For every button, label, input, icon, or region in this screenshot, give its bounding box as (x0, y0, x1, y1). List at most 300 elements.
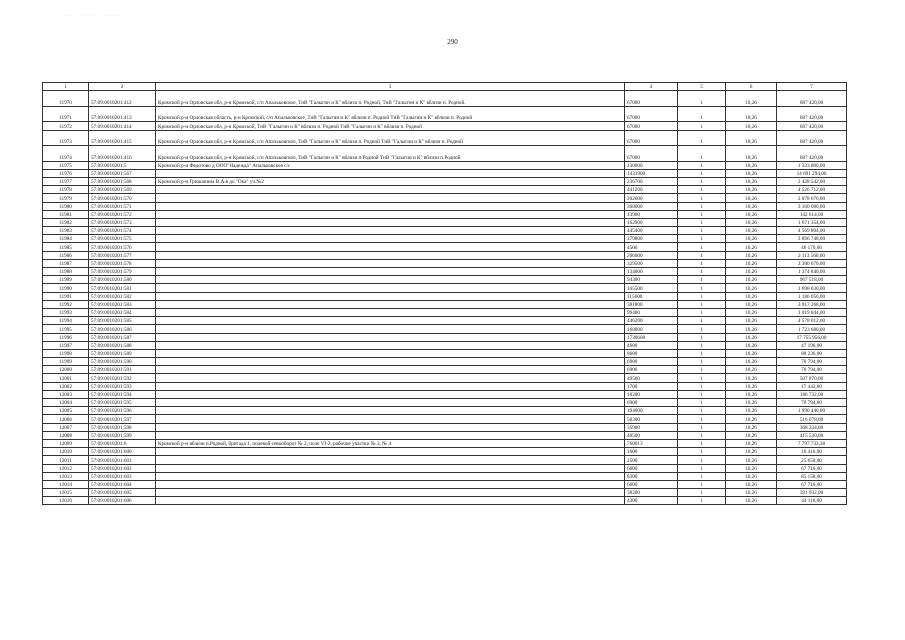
rate-cell: 10,26 (726, 448, 777, 456)
table-row (43, 177, 847, 185)
table-row (43, 106, 847, 122)
rate-cell: 10,26 (726, 284, 777, 292)
table-row (43, 186, 847, 194)
row-number-cell: 11980 (43, 202, 89, 210)
cadastral-value-cell: 1 374 840,00 (777, 268, 847, 276)
cadastral-number-cell: 57:09:0010201:580 (89, 276, 156, 284)
rate-cell: 10,26 (726, 480, 777, 488)
cadastral-number-cell: 57:09:0010201:571 (89, 202, 156, 210)
coefficient-cell: 1 (678, 235, 726, 243)
row-number-cell: 12005 (43, 407, 89, 415)
row-number-cell: 11999 (43, 358, 89, 366)
row-number-cell: 11997 (43, 341, 89, 349)
cadastral-value-cell: 1 990 440,00 (777, 407, 847, 415)
table-row (43, 292, 847, 300)
table-row (43, 374, 847, 382)
column-header: 2 (89, 83, 156, 91)
location-description-cell: Кромской р-н Федотово д ООО"Надежда" Апальковское с/с (156, 161, 625, 169)
row-number-cell: 11985 (43, 243, 89, 251)
rate-cell: 10,26 (726, 390, 777, 398)
cadastral-value-cell: 687 420,00 (777, 91, 847, 107)
area-cell: 6900 (625, 399, 678, 407)
rate-cell: 10,26 (726, 423, 777, 431)
cadastral-value-cell: 687 420,00 (777, 122, 847, 130)
row-number-cell: 11992 (43, 300, 89, 308)
table-row (43, 235, 847, 243)
table-row (43, 146, 847, 162)
location-description-cell (156, 292, 625, 300)
table-row (43, 390, 847, 398)
cadastral-number-cell: 57:09:0010201:576 (89, 243, 156, 251)
area-cell: 446200 (625, 317, 678, 325)
rate-cell: 10,26 (726, 472, 777, 480)
location-description-cell (156, 382, 625, 390)
location-description-cell: Кромской р-н Орловская обл, р-н Кромской, с/п Апальковское, ТнВ "Галыгин и К" вблизи п. Родной ТнВ "Галыгин и К" вблизи п. Родной (156, 130, 625, 146)
location-description-cell (156, 341, 625, 349)
cadastral-value-cell: 3 896 748,00 (777, 235, 847, 243)
table-row (43, 130, 847, 146)
area-cell: 50300 (625, 415, 678, 423)
cadastral-value-cell: 2 113 560,00 (777, 251, 847, 259)
coefficient-cell: 1 (678, 480, 726, 488)
row-number-cell: 11983 (43, 227, 89, 235)
cadastral-value-cell: 687 420,00 (777, 130, 847, 146)
rate-cell: 10,26 (726, 194, 777, 202)
column-header: 6 (726, 83, 777, 91)
coefficient-cell: 1 (678, 300, 726, 308)
row-number-cell: 11996 (43, 333, 89, 341)
rate-cell: 10,26 (726, 489, 777, 497)
area-cell: 6900 (625, 366, 678, 374)
table-header-row (43, 83, 847, 91)
rate-cell: 10,26 (726, 202, 777, 210)
area-cell: 67000 (625, 146, 678, 162)
coefficient-cell: 1 (678, 374, 726, 382)
coefficient-cell: 1 (678, 292, 726, 300)
cadastral-value-cell: 7 797 733,38 (777, 439, 847, 447)
location-description-cell (156, 407, 625, 415)
table-row (43, 333, 847, 341)
row-number-cell: 11990 (43, 284, 89, 292)
cadastral-value-cell: 186 732,00 (777, 390, 847, 398)
cadastral-value-cell: 70 794,00 (777, 366, 847, 374)
rate-cell: 10,26 (726, 122, 777, 130)
area-cell: 115600 (625, 292, 678, 300)
rate-cell: 10,26 (726, 308, 777, 316)
row-number-cell: 11995 (43, 325, 89, 333)
table-row (43, 456, 847, 464)
row-number-cell: 12015 (43, 489, 89, 497)
coefficient-cell: 1 (678, 448, 726, 456)
area-cell: 40500 (625, 431, 678, 439)
table-row (43, 161, 847, 169)
area-cell: 308000 (625, 202, 678, 210)
cadastral-value-cell: 368 334,00 (777, 423, 847, 431)
rate-cell: 10,26 (726, 276, 777, 284)
rate-cell: 10,26 (726, 292, 777, 300)
column-header: 5 (678, 83, 726, 91)
cadastral-value-cell: 17 442,00 (777, 382, 847, 390)
location-description-cell (156, 448, 625, 456)
cadastral-value-cell: 4 526 712,00 (777, 186, 847, 194)
table-row (43, 317, 847, 325)
coefficient-cell: 1 (678, 497, 726, 505)
rate-cell: 10,26 (726, 218, 777, 226)
location-description-cell (156, 218, 625, 226)
area-cell: 67000 (625, 130, 678, 146)
area-cell: 38200 (625, 489, 678, 497)
cadastral-number-cell: 57:09:0010201:567 (89, 169, 156, 177)
coefficient-cell: 1 (678, 358, 726, 366)
cadastral-number-cell: 57:09:0010201:583 (89, 300, 156, 308)
area-cell: 67000 (625, 106, 678, 122)
coefficient-cell: 1 (678, 390, 726, 398)
cadastral-number-cell: 57:09:0010201:570 (89, 194, 156, 202)
cadastral-number-cell: 57:09:0010201:415 (89, 130, 156, 146)
area-cell: 379800 (625, 235, 678, 243)
area-cell: 8300 (625, 472, 678, 480)
cadastral-number-cell: 57:09:0010201:577 (89, 251, 156, 259)
location-description-cell (156, 243, 625, 251)
cadastral-number-cell: 57:09:0010201:575 (89, 235, 156, 243)
rate-cell: 10,26 (726, 358, 777, 366)
coefficient-cell: 1 (678, 91, 726, 107)
page-number: 290 (447, 38, 458, 46)
location-description-cell (156, 308, 625, 316)
coefficient-cell: 1 (678, 308, 726, 316)
cadastral-value-cell: 46 170,00 (777, 243, 847, 251)
cadastral-number-cell: 57:09:0010201:585 (89, 317, 156, 325)
location-description-cell (156, 259, 625, 267)
area-cell: 94300 (625, 276, 678, 284)
table-row (43, 243, 847, 251)
area-cell: 6600 (625, 480, 678, 488)
row-number-cell: 11998 (43, 349, 89, 357)
area-cell: 1730600 (625, 333, 678, 341)
coefficient-cell: 1 (678, 276, 726, 284)
area-cell: 13900 (625, 210, 678, 218)
coefficient-cell: 1 (678, 407, 726, 415)
rate-cell: 10,26 (726, 130, 777, 146)
table-row (43, 194, 847, 202)
cadastral-value-cell: 85 158,00 (777, 472, 847, 480)
table-row (43, 325, 847, 333)
cadastral-value-cell: 25 650,00 (777, 456, 847, 464)
cadastral-number-cell: 57:09:0010201:605 (89, 489, 156, 497)
rate-cell: 10,26 (726, 186, 777, 194)
table-row (43, 407, 847, 415)
area-cell: 99400 (625, 308, 678, 316)
row-number-cell: 11972 (43, 122, 89, 130)
row-number-cell: 12009 (43, 439, 89, 447)
location-description-cell (156, 251, 625, 259)
cadastral-number-cell: 57:09:0010201:573 (89, 218, 156, 226)
cadastral-value-cell: 47 196,00 (777, 341, 847, 349)
location-description-cell (156, 317, 625, 325)
rate-cell: 10,26 (726, 227, 777, 235)
row-number-cell: 12006 (43, 415, 89, 423)
table-row (43, 308, 847, 316)
cadastral-value-cell: 2 078 676,00 (777, 194, 847, 202)
location-description-cell (156, 268, 625, 276)
location-description-cell (156, 325, 625, 333)
area-cell: 760013 (625, 439, 678, 447)
location-description-cell (156, 169, 625, 177)
area-cell: 206000 (625, 251, 678, 259)
area-cell: 6900 (625, 358, 678, 366)
cadastral-value-cell: 88 236,00 (777, 349, 847, 357)
location-description-cell (156, 358, 625, 366)
row-number-cell: 11974 (43, 146, 89, 162)
table-row (43, 300, 847, 308)
cadastral-number-cell: 57:09:0010201:6 (89, 439, 156, 447)
area-cell: 1700 (625, 382, 678, 390)
coefficient-cell: 1 (678, 284, 726, 292)
cadastral-value-cell: 67 716,00 (777, 464, 847, 472)
cadastral-number-cell: 57:09:0010201:582 (89, 292, 156, 300)
area-cell: 445400 (625, 227, 678, 235)
area-cell: 1431900 (625, 169, 678, 177)
table-row (43, 431, 847, 439)
rate-cell: 10,26 (726, 146, 777, 162)
area-cell: 35900 (625, 423, 678, 431)
location-description-cell: Кромской р-н Орловская обл, р-н Кромской, с/п Апальковское, ТнВ "Галыгин и К" вблизи п. Родной, ТнВ "Галыгин и К" вблизи п. Родной. (156, 91, 625, 107)
table-row (43, 399, 847, 407)
cadastral-value-cell: 1 698 030,00 (777, 284, 847, 292)
area-cell: 441200 (625, 186, 678, 194)
table-row (43, 415, 847, 423)
location-description-cell (156, 497, 625, 505)
coefficient-cell: 1 (678, 464, 726, 472)
row-number-cell: 11979 (43, 194, 89, 202)
cadastral-number-cell: 57:09:0010201:413 (89, 106, 156, 122)
rate-cell: 10,26 (726, 235, 777, 243)
table-row (43, 341, 847, 349)
table-row (43, 251, 847, 259)
location-description-cell: Кромской р-н Орловская обл, р-н Кромской, с/п Апальковское, ТнВ "Галыгин и К" вблизи п.Родной ТнВ "Галыгин и К" вблизи п.Родной (156, 146, 625, 162)
location-description-cell (156, 399, 625, 407)
rate-cell: 10,26 (726, 464, 777, 472)
cadastral-number-cell: 57:09:0010201:584 (89, 308, 156, 316)
area-cell: 168000 (625, 325, 678, 333)
rate-cell: 10,26 (726, 439, 777, 447)
area-cell: 134000 (625, 268, 678, 276)
cadastral-value-cell: 391 932,00 (777, 489, 847, 497)
location-description-cell (156, 194, 625, 202)
table-row (43, 480, 847, 488)
rate-cell: 10,26 (726, 106, 777, 122)
scan-artifact-top: · · · · · · · · · · · · · (60, 14, 122, 19)
cadastral-number-cell: 57:09:0010201:591 (89, 366, 156, 374)
row-number-cell: 11989 (43, 276, 89, 284)
area-cell: 1600 (625, 448, 678, 456)
row-number-cell: 11984 (43, 235, 89, 243)
area-cell: 194000 (625, 407, 678, 415)
table-row (43, 497, 847, 505)
coefficient-cell: 1 (678, 268, 726, 276)
cadastral-value-cell: 17 755 956,00 (777, 333, 847, 341)
column-header: 7 (777, 83, 847, 91)
cadastral-value-cell: 1 723 680,00 (777, 325, 847, 333)
area-cell: 67000 (625, 122, 678, 130)
cadastral-number-cell: 57:09:0010201:572 (89, 210, 156, 218)
cadastral-number-cell: 57:09:0010201:588 (89, 341, 156, 349)
location-description-cell: Кромской р-н вблизи п.Родной, бригада 1, полевой севооборот № 2, поле VI-2, рабочие участки № 3, № 4 (156, 439, 625, 447)
location-description-cell (156, 431, 625, 439)
rate-cell: 10,26 (726, 268, 777, 276)
row-number-cell: 12002 (43, 382, 89, 390)
cadastral-number-cell: 57:09:0010201:574 (89, 227, 156, 235)
row-number-cell: 12013 (43, 472, 89, 480)
table-row (43, 472, 847, 480)
cadastral-number-cell: 57:09:0010201:568 (89, 177, 156, 185)
rate-cell: 10,26 (726, 317, 777, 325)
table-row (43, 366, 847, 374)
coefficient-cell: 1 (678, 349, 726, 357)
coefficient-cell: 1 (678, 325, 726, 333)
cadastral-number-cell: 57:09:0010201:592 (89, 374, 156, 382)
cadastral-number-cell: 57:09:0010201:602 (89, 464, 156, 472)
location-description-cell (156, 489, 625, 497)
area-cell: 18200 (625, 390, 678, 398)
location-description-cell (156, 276, 625, 284)
table-row (43, 210, 847, 218)
row-number-cell: 12011 (43, 456, 89, 464)
table-row (43, 439, 847, 447)
row-number-cell: 11991 (43, 292, 89, 300)
area-cell: 130000 (625, 161, 678, 169)
cadastral-number-cell: 57:09:0010201:590 (89, 358, 156, 366)
coefficient-cell: 1 (678, 161, 726, 169)
location-description-cell (156, 366, 625, 374)
row-number-cell: 11970 (43, 91, 89, 107)
cadastral-number-cell: 57:09:0010201:579 (89, 268, 156, 276)
rate-cell: 10,26 (726, 251, 777, 259)
cadastral-value-cell: 44 118,00 (777, 497, 847, 505)
cadastral-number-cell: 57:09:0010201:578 (89, 259, 156, 267)
cadastral-value-cell: 2 428 542,00 (777, 177, 847, 185)
location-description-cell (156, 472, 625, 480)
row-number-cell: 11973 (43, 130, 89, 146)
table-row (43, 276, 847, 284)
coefficient-cell: 1 (678, 366, 726, 374)
rate-cell: 10,26 (726, 325, 777, 333)
area-cell: 4300 (625, 497, 678, 505)
coefficient-cell: 1 (678, 122, 726, 130)
row-number-cell: 12000 (43, 366, 89, 374)
table-row (43, 382, 847, 390)
cadastral-value-cell: 142 614,00 (777, 210, 847, 218)
row-number-cell: 12014 (43, 480, 89, 488)
table-row (43, 218, 847, 226)
row-number-cell: 11971 (43, 106, 89, 122)
location-description-cell: Кромской р-н Гришанина В.А.в до "Ока" уч.№2 (156, 177, 625, 185)
table-row (43, 227, 847, 235)
rate-cell: 10,26 (726, 456, 777, 464)
cadastral-value-cell: 516 078,00 (777, 415, 847, 423)
cadastral-number-cell: 57:09:0010201:414 (89, 122, 156, 130)
area-cell: 49500 (625, 374, 678, 382)
cadastral-number-cell: 57:09:0010201:586 (89, 325, 156, 333)
area-cell: 202600 (625, 194, 678, 202)
row-number-cell: 12012 (43, 464, 89, 472)
cadastral-value-cell: 70 794,00 (777, 399, 847, 407)
row-number-cell: 11988 (43, 268, 89, 276)
row-number-cell: 12003 (43, 390, 89, 398)
coefficient-cell: 1 (678, 130, 726, 146)
cadastral-value-cell: 507 870,00 (777, 374, 847, 382)
location-description-cell (156, 415, 625, 423)
row-number-cell: 11976 (43, 169, 89, 177)
cadastral-number-cell: 57:09:0010201:594 (89, 390, 156, 398)
cadastral-number-cell: 57:09:0010201:587 (89, 333, 156, 341)
land-plots-table (42, 82, 847, 505)
area-cell: 381800 (625, 300, 678, 308)
location-description-cell (156, 235, 625, 243)
location-description-cell (156, 333, 625, 341)
location-description-cell (156, 349, 625, 357)
cadastral-value-cell: 967 518,00 (777, 276, 847, 284)
cadastral-number-cell: 57:09:0010201:596 (89, 407, 156, 415)
cadastral-value-cell: 4 569 804,00 (777, 227, 847, 235)
column-header: 3 (156, 83, 625, 91)
rate-cell: 10,26 (726, 243, 777, 251)
table-row (43, 358, 847, 366)
row-number-cell: 11993 (43, 308, 89, 316)
coefficient-cell: 1 (678, 341, 726, 349)
area-cell: 4600 (625, 341, 678, 349)
coefficient-cell: 1 (678, 399, 726, 407)
cadastral-value-cell: 1 019 844,00 (777, 308, 847, 316)
table-row (43, 268, 847, 276)
cadastral-value-cell: 4 578 012,00 (777, 317, 847, 325)
table-row (43, 349, 847, 357)
location-description-cell (156, 284, 625, 292)
location-description-cell (156, 423, 625, 431)
coefficient-cell: 1 (678, 227, 726, 235)
rate-cell: 10,26 (726, 374, 777, 382)
location-description-cell (156, 210, 625, 218)
cadastral-number-cell: 57:09:0010201:5 (89, 161, 156, 169)
rate-cell: 10,26 (726, 341, 777, 349)
location-description-cell (156, 300, 625, 308)
cadastral-value-cell: 1 671 354,00 (777, 218, 847, 226)
coefficient-cell: 1 (678, 243, 726, 251)
rate-cell: 10,26 (726, 300, 777, 308)
rate-cell: 10,26 (726, 91, 777, 107)
cadastral-value-cell: 14 691 294,00 (777, 169, 847, 177)
rate-cell: 10,26 (726, 177, 777, 185)
row-number-cell: 11994 (43, 317, 89, 325)
coefficient-cell: 1 (678, 317, 726, 325)
column-header: 1 (43, 83, 89, 91)
coefficient-cell: 1 (678, 439, 726, 447)
cadastral-number-cell: 57:09:0010201:595 (89, 399, 156, 407)
cadastral-number-cell: 57:09:0010201:581 (89, 284, 156, 292)
row-number-cell: 12007 (43, 423, 89, 431)
area-cell: 8600 (625, 349, 678, 357)
table-row (43, 423, 847, 431)
table-row (43, 122, 847, 130)
row-number-cell: 12008 (43, 431, 89, 439)
coefficient-cell: 1 (678, 489, 726, 497)
location-description-cell (156, 464, 625, 472)
table-row (43, 448, 847, 456)
cadastral-number-cell: 57:09:0010201:606 (89, 497, 156, 505)
cadastral-value-cell: 1 333 800,00 (777, 161, 847, 169)
cadastral-value-cell: 67 716,00 (777, 480, 847, 488)
coefficient-cell: 1 (678, 194, 726, 202)
